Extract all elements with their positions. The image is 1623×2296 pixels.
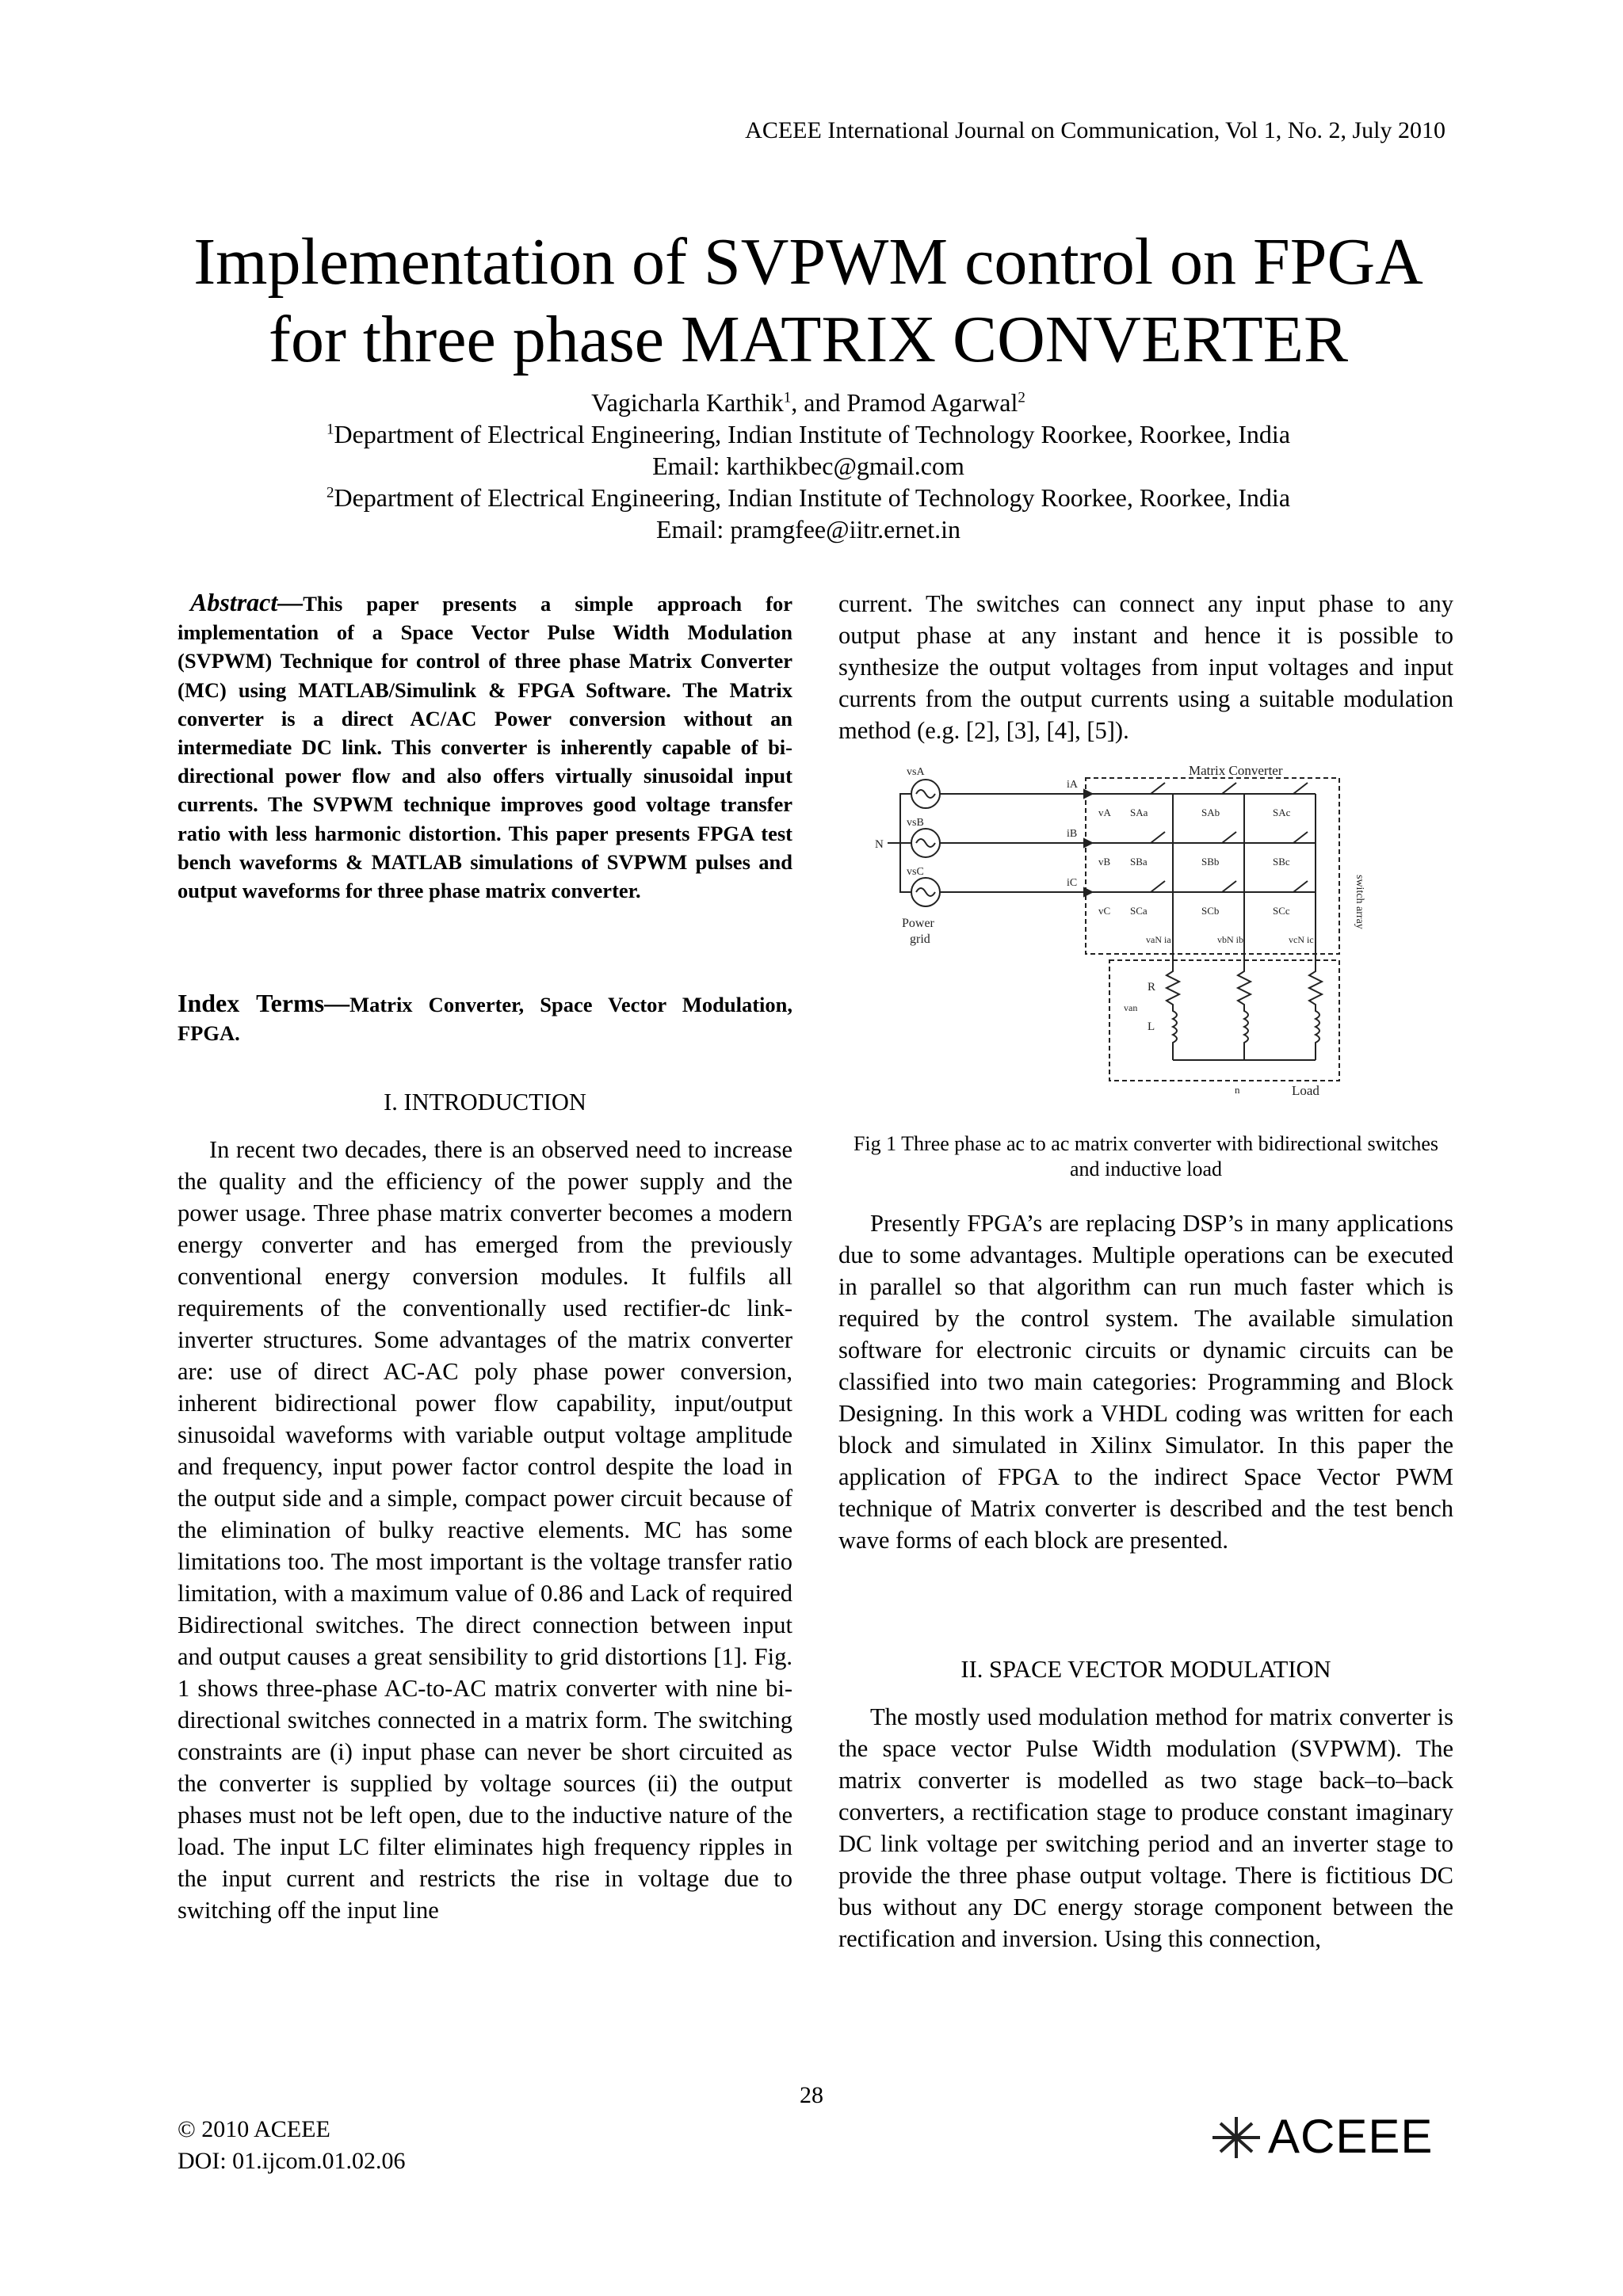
fig-switch-array-label: switch array [1354, 875, 1365, 929]
aceee-star-icon [1205, 2101, 1268, 2172]
fig-power-label: Power [902, 917, 934, 930]
affiliation-1 [158, 418, 1458, 450]
load-box [1109, 960, 1339, 1081]
section-1-body [178, 1134, 792, 1926]
page-number: 28 [800, 2082, 823, 2108]
author-2-sup: 2 [1018, 389, 1025, 406]
fig-saa-label: SAa [1130, 807, 1148, 818]
load-a-icon [1167, 954, 1179, 1060]
author-2: Pramod Agarwal [846, 388, 1018, 417]
author-1-sup: 1 [783, 389, 792, 406]
fig-scb-label: SCb [1201, 905, 1220, 917]
logo-text: ACEEE [1268, 2110, 1434, 2163]
load-b-icon [1238, 954, 1251, 1060]
sine-b-icon [916, 839, 935, 847]
matrix-converter-figure [872, 764, 1426, 1104]
right-paragraph-2-text: Presently FPGA’s are replacing DSP’s in many applications due to some advantages. Multiple operations can be executed in parallel so that algorithm can run much faster which is required by the control system. The available simulation software for electronic circuits or dynamic circuits can be classified into two main categories: Programming and Block Designing. In this work a VHDL coding was written for each block and simulated in Xilinx Simulator. In this paper the application of FPGA to the indirect Space Vector PWM technique of Matrix converter is described and the test bench wave forms of each block are presented. [838, 1210, 1453, 1554]
title-line-2: for three phase MATRIX CONVERTER [268, 303, 1349, 376]
abstract [178, 588, 792, 905]
paper-title [158, 223, 1458, 379]
doi-text: DOI: 01.ijcom.01.02.06 [178, 2148, 406, 2174]
fig-r-label: R [1148, 981, 1156, 994]
fig-out-b-label: vbN ib [1217, 934, 1243, 945]
fig-sac-label: SAc [1273, 807, 1291, 818]
section-2-paragraph: The mostly used modulation method for matrix converter is the space vector Pulse Width modulation (SVPWM). The matrix converter is modelled as two stage back–to–back converters, a rectification stage to produce constant imaginary DC link voltage per switching period and an inverter stage to provide the three phase output voltage. There is fictitious DC bus without any DC energy storage component between the rectification and inversion. Using this connection, [838, 1703, 1453, 1952]
fig-ia-label: iA [1067, 779, 1078, 791]
author-and: , and [791, 388, 847, 417]
fig-matrix-title: Matrix Converter [1189, 764, 1283, 778]
index-terms [178, 989, 792, 1047]
email-2[interactable]: Email: pramgfee@iitr.ernet.in [656, 515, 960, 543]
affiliation-2-sup: 2 [326, 484, 334, 502]
fig-load-label: Load [1292, 1083, 1319, 1098]
section-1-paragraph: In recent two decades, there is an observed need to increase the quality and the efficiency of the power supply and the power usage. Three phase matrix converter becomes a modern energy converter and has emerged from the previously conventional energy conversion modules. It fulfils all requirements of the conventionally used rectifier-dc link- inverter structures. Some advantages of the matrix converter are: use of direct AC-AC poly phase power conversion, inherent bidirectional power flow capability, input/output sinusoidal waveforms with variable output voltage amplitude and frequency, input power factor control despite the load in the output side and a simple, compact power circuit because of the elimination of bulky reactive elements. MC has some limitations too. The most important is the voltage transfer ratio limitation, with a maximum value of 0.86 and Lack of required Bidirectional switches. The direct connection between input and output causes a great sensibility to grid distortions [1]. Fig. 1 shows three-phase AC-to-AC matrix converter with nine bi-directional switches connected in a matrix form. The switching constraints are (i) input phase can never be short circuited as the converter is supplied by voltage sources (ii) the output phases must not be left open, due to the inductive nature of the load. The input LC filter eliminates high frequency ripples in the input current and restricts the rise in voltage due to switching off the input line [178, 1136, 792, 1924]
affiliation-1-text: Department of Electrical Engineering, Indian Institute of Technology Roorkee, Roorkee, India [334, 420, 1291, 448]
author-block [158, 387, 1458, 545]
right-paragraph-2 [838, 1207, 1453, 1556]
fig-sab-label: SAb [1201, 807, 1220, 818]
author-names [158, 387, 1458, 418]
footer-copyright [178, 2114, 405, 2177]
switch-glyphs-icon [1151, 783, 1308, 892]
author-1: Vagicharla Karthik [591, 388, 784, 417]
fig-sba-label: SBa [1130, 856, 1148, 868]
section-2-heading: II. SPACE VECTOR MODULATION [960, 1656, 1331, 1683]
fig-ib-label: iB [1067, 828, 1078, 840]
fig-n-load-label: n [1235, 1084, 1240, 1096]
fig-sca-label: SCa [1130, 905, 1148, 917]
fig-vsb-label: vsB [907, 817, 924, 829]
section-1-heading: I. INTRODUCTION [384, 1089, 586, 1116]
affiliation-1-sup: 1 [326, 421, 334, 438]
load-c-icon [1309, 954, 1322, 1060]
arrow-ia-icon [1084, 790, 1092, 798]
fig-n-label: N [875, 838, 884, 851]
fig-l-label: L [1148, 1020, 1155, 1033]
journal-header: ACEEE International Journal on Communication, Vol 1, No. 2, July 2010 [745, 117, 1445, 143]
fig-ic-label: iC [1067, 877, 1078, 889]
sine-c-icon [916, 888, 935, 896]
fig-scc-label: SCc [1273, 905, 1290, 917]
affiliation-2-text: Department of Electrical Engineering, Indian Institute of Technology Roorkee, Roorkee, India [334, 483, 1291, 512]
fig-vsa-label: vsA [907, 766, 925, 778]
fig-out-a-label: vaN ia [1146, 934, 1171, 945]
affiliation-2 [158, 482, 1458, 513]
aceee-logo [1205, 2101, 1455, 2172]
figure-caption: Fig 1 Three phase ac to ac matrix converter with bidirectional switches and inductive load [853, 1132, 1439, 1180]
copyright-text: © 2010 ACEEE [178, 2116, 330, 2142]
title-line-1: Implementation of SVPWM control on FPGA [193, 225, 1423, 299]
fig-out-c-label: vcN ic [1289, 934, 1314, 945]
arrow-ib-icon [1084, 839, 1092, 847]
abstract-label: Abstract— [190, 588, 304, 616]
fig-grid-label: grid [910, 933, 930, 946]
abstract-text: This paper presents a simple approach for implementation of a Space Vector Pulse Width Modulation (SVPWM) Technique for control of three phase Matrix Converter (MC) using MATLAB/Simulink & FPGA Software. The Matrix converter is a direct AC/AC Power conversion without an intermediate DC link. This converter is inherently capable of bi-directional power flow and also offers virtually sinusoidal input currents. The SVPWM technique improves good voltage transfer ratio with less harmonic distortion. This paper presents FPGA test bench waveforms & MATLAB simulations of SVPWM pulses and output waveforms for three phase matrix converter. [178, 592, 792, 903]
fig-vsc-label: vsC [907, 866, 924, 878]
right-top-text: current. The switches can connect any input phase to any output phase at any instant and hence it is possible to synthesize the output voltages from input voltages and input currents from the output currents using a suitable modulation method (e.g. [2], [3], [4], [5]). [838, 590, 1453, 744]
fig-van-label: van [1124, 1002, 1138, 1013]
arrow-ic-icon [1084, 888, 1092, 896]
fig-vb-label: vB [1098, 856, 1111, 868]
right-top-paragraph [838, 588, 1453, 746]
fig-sbc-label: SBc [1273, 856, 1290, 868]
fig-vc-label: vC [1098, 905, 1111, 917]
sine-a-icon [916, 790, 935, 798]
fig-sbb-label: SBb [1201, 856, 1220, 868]
index-terms-text: Matrix Converter, Space Vector Modulation, FPGA. [178, 993, 792, 1045]
email-1[interactable]: Email: karthikbec@gmail.com [652, 452, 964, 480]
fig-va-label: vA [1098, 807, 1111, 818]
section-2-body [838, 1701, 1453, 1955]
index-terms-label: Index Terms— [178, 989, 350, 1017]
